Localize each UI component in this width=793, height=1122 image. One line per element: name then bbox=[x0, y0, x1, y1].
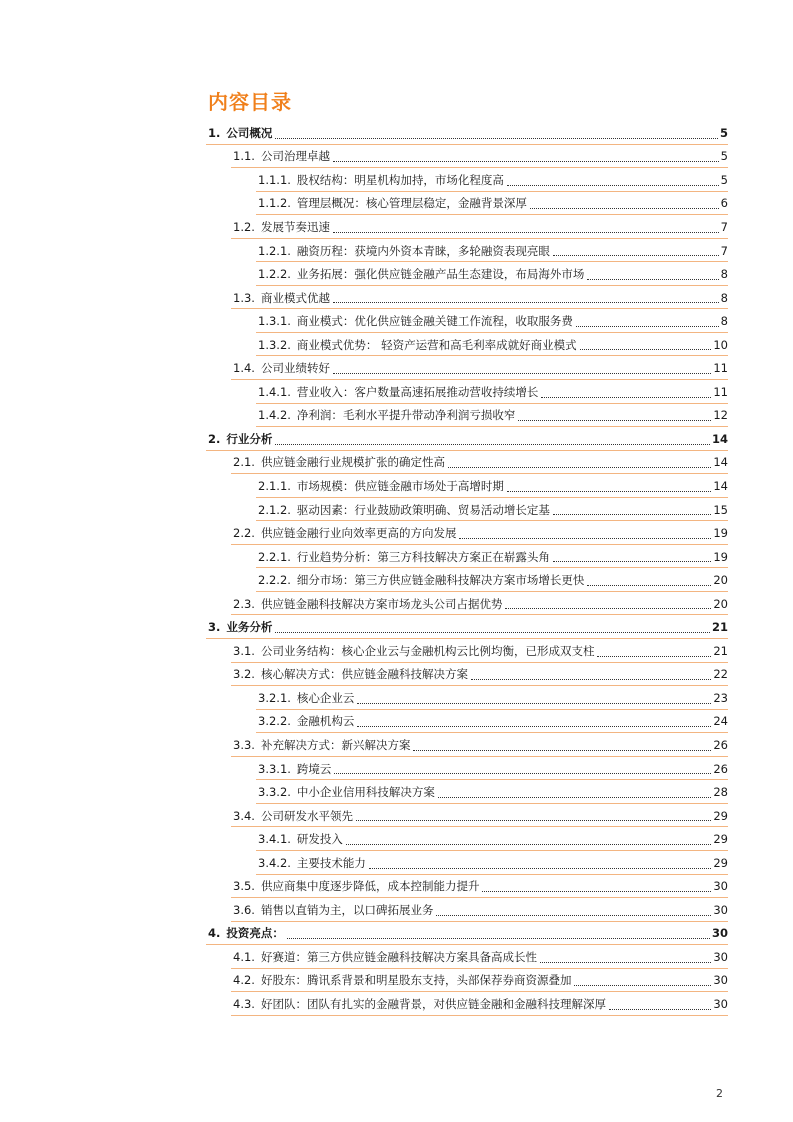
toc-entry-number: 2.2. bbox=[233, 526, 255, 541]
toc-entry[interactable] bbox=[206, 780, 728, 804]
toc-entry-text: 业务拓展：强化供应链金融产品生态建设，布局海外市场 bbox=[296, 267, 585, 282]
toc-entry-page: 22 bbox=[713, 667, 728, 682]
toc-entry-number: 1.1. bbox=[233, 149, 255, 164]
toc-entry[interactable] bbox=[206, 992, 728, 1016]
toc-leader bbox=[275, 138, 718, 139]
toc-entry-text: 业务分析 bbox=[226, 620, 273, 635]
toc-entry-number: 1.4. bbox=[233, 361, 255, 376]
toc-entry-page: 30 bbox=[713, 949, 728, 964]
toc-entry[interactable] bbox=[206, 945, 728, 969]
toc-entry-text: 细分市场：第三方供应链金融科技解决方案市场增长更快 bbox=[296, 573, 585, 588]
toc-leader bbox=[580, 349, 712, 350]
toc-entry[interactable] bbox=[206, 639, 728, 663]
toc-entry-text: 供应链金融行业规模扩张的确定性高 bbox=[260, 455, 445, 470]
toc-entry-text: 商业模式：优化供应链金融关键工作流程，收取服务费 bbox=[296, 314, 573, 329]
toc-entry-number: 3.4. bbox=[233, 808, 255, 823]
toc-entry-text: 供应链金融科技解决方案市场龙头公司占据优势 bbox=[260, 596, 503, 611]
toc-leader bbox=[333, 232, 719, 233]
toc-entry-text: 公司概况 bbox=[226, 125, 273, 140]
toc-entry-page: 23 bbox=[713, 690, 728, 705]
toc-entry-number: 3.3.2. bbox=[258, 785, 291, 800]
toc-entry-text: 公司业绩转好 bbox=[260, 361, 330, 376]
toc-entry-number: 2.1.1. bbox=[258, 478, 291, 493]
toc-entry-page: 26 bbox=[713, 761, 728, 776]
toc-entry-page: 5 bbox=[720, 149, 728, 164]
toc-entry-number: 2.3. bbox=[233, 596, 255, 611]
toc-leader bbox=[436, 915, 711, 916]
toc-entry-page: 21 bbox=[711, 620, 728, 635]
toc-entry-page: 14 bbox=[713, 478, 728, 493]
toc-leader bbox=[507, 491, 711, 492]
toc-entry-text: 融资历程：获境内外资本青睐，多轮融资表现亮眼 bbox=[296, 243, 550, 258]
toc-entry-number: 3.3. bbox=[233, 737, 255, 752]
toc-entry[interactable] bbox=[206, 215, 728, 239]
toc-leader bbox=[507, 185, 719, 186]
toc-entry-number: 1.4.2. bbox=[258, 408, 291, 423]
toc-leader bbox=[448, 467, 711, 468]
toc-list bbox=[206, 121, 728, 1016]
toc-entry-page: 14 bbox=[711, 431, 728, 446]
toc-entry-page: 29 bbox=[713, 855, 728, 870]
toc-entry[interactable] bbox=[206, 262, 728, 286]
toc-leader bbox=[553, 514, 711, 515]
toc-leader bbox=[333, 302, 719, 303]
toc-entry-text: 投资亮点： bbox=[226, 926, 284, 941]
toc-entry-number: 4. bbox=[208, 926, 221, 941]
toc-leader bbox=[518, 420, 711, 421]
toc-entry-number: 1.4.1. bbox=[258, 384, 291, 399]
toc-entry-page: 29 bbox=[713, 832, 728, 847]
toc-entry[interactable] bbox=[206, 615, 728, 639]
toc-entry[interactable] bbox=[206, 686, 728, 710]
toc-entry-number: 2. bbox=[208, 431, 221, 446]
toc-entry-number: 1.3.2. bbox=[258, 337, 291, 352]
toc-entry-number: 4.3. bbox=[233, 997, 255, 1011]
toc-entry-number: 2.1.2. bbox=[258, 502, 291, 517]
toc-leader bbox=[356, 820, 711, 821]
toc-entry-text: 发展节奏迅速 bbox=[260, 219, 330, 234]
toc-entry-page: 15 bbox=[713, 502, 728, 517]
toc-entry[interactable] bbox=[206, 121, 728, 145]
toc-entry-number: 1.1.2. bbox=[258, 196, 291, 211]
toc-entry[interactable] bbox=[206, 168, 728, 192]
toc-entry-number: 3.2.2. bbox=[258, 714, 291, 729]
toc-entry-text: 中小企业信用科技解决方案 bbox=[296, 785, 435, 800]
toc-entry[interactable] bbox=[206, 898, 728, 922]
toc-leader bbox=[576, 326, 719, 327]
toc-entry-number: 2.2.1. bbox=[258, 549, 291, 564]
toc-entry-page: 8 bbox=[720, 290, 728, 305]
toc-entry-page: 20 bbox=[713, 596, 728, 611]
toc-entry-page: 30 bbox=[713, 973, 728, 988]
toc-entry-text: 商业模式优势： 轻资产运营和高毛利率成就好商业模式 bbox=[296, 337, 577, 352]
toc-leader bbox=[471, 679, 711, 680]
toc-leader bbox=[540, 962, 711, 963]
toc-leader bbox=[574, 985, 711, 986]
toc-entry[interactable] bbox=[206, 568, 728, 592]
toc-entry-page: 30 bbox=[711, 926, 728, 941]
toc-entry-number: 1.3.1. bbox=[258, 314, 291, 329]
toc-entry-number: 1.1.1. bbox=[258, 172, 291, 187]
toc-entry-text: 公司业务结构：核心企业云与金融机构云比例均衡，已形成双支柱 bbox=[260, 643, 595, 658]
toc-entry-number: 3.3.1. bbox=[258, 761, 291, 776]
toc-leader bbox=[413, 750, 711, 751]
toc-entry-page: 14 bbox=[713, 455, 728, 470]
toc-entry-text: 研发投入 bbox=[296, 832, 343, 847]
toc-leader bbox=[438, 797, 711, 798]
toc-leader bbox=[333, 373, 711, 374]
toc-leader bbox=[482, 891, 711, 892]
toc-entry-page: 28 bbox=[713, 785, 728, 800]
toc-entry[interactable] bbox=[206, 521, 728, 545]
toc-leader bbox=[357, 703, 711, 704]
toc-entry-page: 11 bbox=[713, 361, 728, 376]
toc-entry-page: 12 bbox=[713, 408, 728, 423]
toc-entry[interactable] bbox=[206, 969, 728, 993]
toc-entry[interactable] bbox=[206, 309, 728, 333]
toc-entry[interactable] bbox=[206, 922, 728, 946]
toc-entry-text: 供应链金融行业向效率更高的方向发展 bbox=[260, 526, 457, 541]
toc-entry[interactable] bbox=[206, 356, 728, 380]
toc-leader bbox=[587, 585, 711, 586]
toc-entry[interactable] bbox=[206, 192, 728, 216]
toc-entry-number: 4.2. bbox=[233, 973, 255, 988]
toc-leader bbox=[587, 279, 718, 280]
toc-entry[interactable] bbox=[206, 333, 728, 357]
toc-entry-page: 10 bbox=[713, 337, 728, 352]
toc-entry-page: 7 bbox=[720, 219, 728, 234]
toc-entry[interactable] bbox=[206, 404, 728, 428]
toc-entry-page: 5 bbox=[720, 172, 728, 187]
toc-entry-number: 2.2.2. bbox=[258, 573, 291, 588]
toc-entry[interactable] bbox=[206, 827, 728, 851]
toc-entry-number: 1.2.2. bbox=[258, 267, 291, 282]
toc-leader bbox=[333, 161, 719, 162]
toc-leader bbox=[530, 208, 719, 209]
toc-leader bbox=[597, 656, 711, 657]
toc-entry-number: 3.4.1. bbox=[258, 832, 291, 847]
toc-entry-number: 4.1. bbox=[233, 949, 255, 964]
toc-entry[interactable] bbox=[206, 710, 728, 734]
toc-entry-text: 营业收入：客户数量高速拓展推动营收持续增长 bbox=[296, 384, 539, 399]
toc-entry[interactable] bbox=[206, 239, 728, 263]
toc-entry-page: 30 bbox=[713, 902, 728, 917]
toc-entry-number: 3.5. bbox=[233, 879, 255, 894]
toc-entry-text: 市场规模：供应链金融市场处于高增时期 bbox=[296, 478, 504, 493]
toc-entry[interactable] bbox=[206, 733, 728, 757]
toc-entry-page: 24 bbox=[713, 714, 728, 729]
toc-entry-page: 19 bbox=[713, 526, 728, 541]
toc-entry-text: 净利润：毛利水平提升带动净利润亏损收窄 bbox=[296, 408, 516, 423]
toc-entry-text: 补充解决方式：新兴解决方案 bbox=[260, 737, 411, 752]
toc-leader bbox=[275, 632, 710, 633]
toc-entry-text: 行业趋势分析：第三方科技解决方案正在崭露头角 bbox=[296, 549, 550, 564]
page-number: 2 bbox=[716, 1087, 723, 1100]
toc-entry-number: 3.6. bbox=[233, 902, 255, 917]
toc-entry-number: 3.2. bbox=[233, 667, 255, 682]
toc-entry-page: 21 bbox=[713, 643, 728, 658]
toc-leader bbox=[459, 538, 711, 539]
toc-leader bbox=[505, 608, 711, 609]
toc-title: 内容目录 bbox=[208, 90, 292, 114]
toc-entry-text: 供应商集中度逐步降低，成本控制能力提升 bbox=[260, 879, 480, 894]
toc-entry-text: 核心解决方式：供应链金融科技解决方案 bbox=[260, 667, 468, 682]
toc-entry-page: 8 bbox=[720, 267, 728, 282]
toc-entry[interactable] bbox=[206, 592, 728, 616]
toc-leader bbox=[275, 444, 710, 445]
toc-entry-text: 驱动因素：行业鼓励政策明确、贸易活动增长定基 bbox=[296, 502, 550, 517]
toc-entry-page: 5 bbox=[719, 125, 728, 140]
toc-entry-page: 8 bbox=[720, 314, 728, 329]
toc-leader bbox=[357, 726, 711, 727]
toc-entry-page: 20 bbox=[713, 573, 728, 588]
toc-leader bbox=[346, 844, 711, 845]
toc-entry-number: 1.2.1. bbox=[258, 243, 291, 258]
toc-entry-page: 11 bbox=[713, 384, 728, 399]
toc-entry[interactable] bbox=[206, 498, 728, 522]
toc-entry-number: 1.2. bbox=[233, 219, 255, 234]
toc-leader bbox=[369, 868, 711, 869]
toc-leader bbox=[334, 773, 711, 774]
toc-entry[interactable] bbox=[206, 380, 728, 404]
toc-entry-text: 行业分析 bbox=[226, 431, 273, 446]
toc-entry[interactable] bbox=[206, 286, 728, 310]
toc-entry-number: 1.3. bbox=[233, 290, 255, 305]
toc-entry-text: 股权结构：明星机构加持，市场化程度高 bbox=[296, 172, 504, 187]
toc-entry[interactable] bbox=[206, 663, 728, 687]
toc-leader bbox=[609, 1009, 711, 1010]
toc-entry-page: 29 bbox=[713, 808, 728, 823]
toc-entry-text: 跨境云 bbox=[296, 761, 332, 776]
toc-entry-text: 好赛道：第三方供应链金融科技解决方案具备高成长性 bbox=[260, 949, 537, 964]
toc-entry[interactable] bbox=[206, 757, 728, 781]
toc-entry-number: 2.1. bbox=[233, 455, 255, 470]
toc-entry-text: 商业模式优越 bbox=[260, 290, 330, 305]
toc-entry-page: 30 bbox=[713, 879, 728, 894]
toc-entry-text: 主要技术能力 bbox=[296, 855, 366, 870]
toc-leader bbox=[541, 397, 711, 398]
toc-entry[interactable] bbox=[206, 145, 728, 169]
toc-leader bbox=[553, 255, 719, 256]
toc-entry-text: 核心企业云 bbox=[296, 690, 355, 705]
toc-entry[interactable] bbox=[206, 474, 728, 498]
toc-entry-text: 公司研发水平领先 bbox=[260, 808, 353, 823]
toc-entry-number: 3.1. bbox=[233, 643, 255, 658]
toc-entry-text: 金融机构云 bbox=[296, 714, 355, 729]
toc-entry-page: 30 bbox=[713, 997, 728, 1011]
toc-entry-text: 销售以直销为主，以口碑拓展业务 bbox=[260, 902, 434, 917]
toc-entry-page: 19 bbox=[713, 549, 728, 564]
toc-entry-number: 1. bbox=[208, 125, 221, 140]
toc-entry[interactable] bbox=[206, 875, 728, 899]
toc-entry-text: 好股东：腾讯系背景和明星股东支持，头部保荐券商资源叠加 bbox=[260, 973, 572, 988]
toc-entry-text: 好团队：团队有扎实的金融背景，对供应链金融和金融科技理解深厚 bbox=[260, 997, 606, 1011]
toc-entry[interactable] bbox=[206, 851, 728, 875]
toc-entry-number: 3.2.1. bbox=[258, 690, 291, 705]
toc-entry[interactable] bbox=[206, 451, 728, 475]
toc-entry-page: 6 bbox=[720, 196, 728, 211]
toc-leader bbox=[553, 561, 711, 562]
toc-entry-number: 3.4.2. bbox=[258, 855, 291, 870]
toc-entry-page: 7 bbox=[720, 243, 728, 258]
toc-entry[interactable] bbox=[206, 427, 728, 451]
toc-leader bbox=[287, 938, 710, 939]
toc-entry[interactable] bbox=[206, 804, 728, 828]
toc-entry-text: 公司治理卓越 bbox=[260, 149, 330, 164]
toc-entry-page: 26 bbox=[713, 737, 728, 752]
toc-entry[interactable] bbox=[206, 545, 728, 569]
toc-entry-number: 3. bbox=[208, 620, 221, 635]
toc-entry-text: 管理层概况：核心管理层稳定，金融背景深厚 bbox=[296, 196, 527, 211]
